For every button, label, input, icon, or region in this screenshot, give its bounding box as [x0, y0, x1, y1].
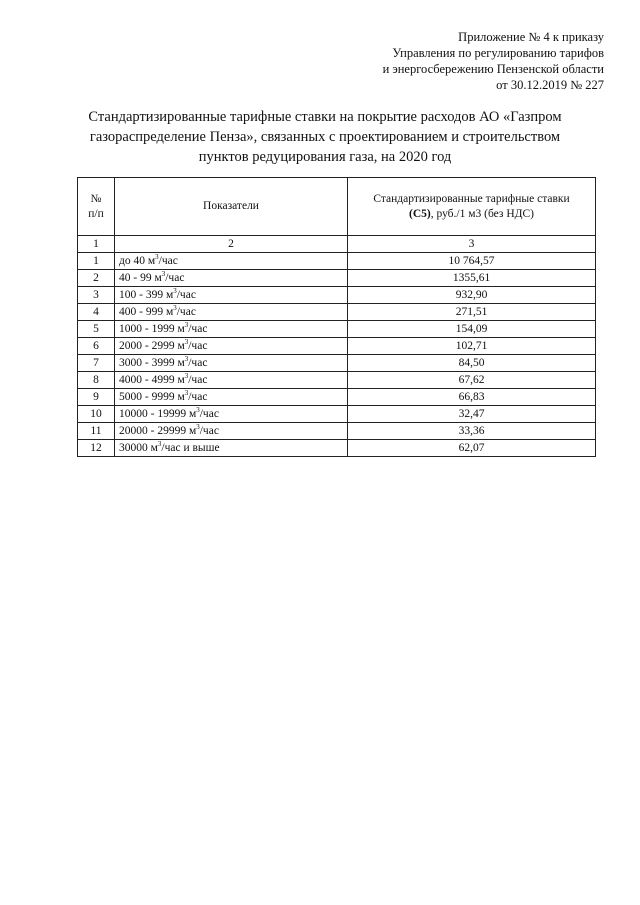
table-row: [78, 338, 596, 355]
indicator-unit: /час: [158, 254, 178, 267]
row-rate-value: 10 764,57: [348, 253, 596, 270]
unit-superscript: 3: [184, 371, 189, 380]
row-rate-value: 271,51: [348, 304, 596, 321]
table-row: [78, 440, 596, 457]
indicator-unit: /час: [188, 322, 208, 335]
document-title: [60, 107, 590, 167]
indicator-range: 40 - 99 м: [119, 271, 162, 284]
header-rate-unit-text: , руб./1 м3 (без НДС): [430, 207, 534, 220]
unit-superscript: 3: [184, 320, 189, 329]
indicator-range: 400 - 999 м: [119, 305, 174, 318]
appendix-line: Управления по регулированию тарифов: [392, 46, 604, 60]
row-rate-value: 62,07: [348, 440, 596, 457]
header-number-abbr: п/п: [88, 207, 104, 220]
row-indicator: [115, 270, 348, 287]
row-number: 1: [78, 253, 115, 270]
unit-superscript: 3: [173, 286, 177, 295]
indicator-unit: /час: [188, 339, 208, 352]
header-indicators-label: Показатели: [203, 200, 259, 212]
table-row: [78, 287, 596, 304]
row-number: 2: [78, 270, 115, 287]
row-rate-value: 66,83: [348, 389, 596, 406]
indicator-unit: /час: [176, 288, 196, 301]
indicator-unit: /час: [165, 271, 185, 284]
unit-superscript: 3: [196, 405, 200, 414]
row-number: 9: [78, 389, 115, 406]
table-row: [78, 270, 596, 287]
indicator-unit: /час: [188, 390, 208, 403]
header-number: [78, 178, 115, 236]
row-number: 12: [78, 440, 115, 457]
header-rate: [348, 178, 596, 236]
column-number-row: [78, 236, 596, 253]
unit-superscript: 3: [157, 439, 162, 448]
title-line: газораспределение Пенза», связанных с проектированием и строительством: [89, 129, 561, 145]
header-rate-title: Стандартизированные тарифные ставки: [373, 192, 570, 205]
indicator-range: 5000 - 9999 м: [119, 390, 185, 403]
row-number: 5: [78, 321, 115, 338]
unit-superscript: 3: [184, 337, 189, 346]
column-number: 1: [78, 236, 115, 253]
row-number: 8: [78, 372, 115, 389]
row-indicator: [115, 389, 348, 406]
appendix-line: и энергосбережению Пензенской области: [382, 62, 604, 76]
indicator-range: до 40 м: [119, 254, 156, 267]
row-indicator: [115, 406, 348, 423]
unit-superscript: 3: [161, 269, 166, 278]
appendix-reference: [284, 29, 604, 93]
row-rate-value: 67,62: [348, 372, 596, 389]
indicator-range: 4000 - 4999 м: [119, 373, 185, 386]
row-indicator: [115, 423, 348, 440]
indicator-unit: /час: [188, 356, 208, 369]
title-line: Стандартизированные тарифные ставки на покрытие расходов АО «Газпром: [88, 109, 562, 125]
header-number-symbol: №: [90, 192, 102, 205]
title-line: пунктов редуцирования газа, на 2020 год: [198, 149, 452, 165]
row-rate-value: 102,71: [348, 338, 596, 355]
table-row: [78, 304, 596, 321]
indicator-unit: /час: [176, 305, 196, 318]
row-number: 11: [78, 423, 115, 440]
table-row: [78, 423, 596, 440]
unit-superscript: 3: [155, 252, 159, 261]
row-rate-value: 154,09: [348, 321, 596, 338]
unit-superscript: 3: [173, 303, 177, 312]
table-row: [78, 321, 596, 338]
indicator-range: 2000 - 2999 м: [119, 339, 185, 352]
header-rate-code: (С5): [409, 207, 431, 220]
unit-superscript: 3: [184, 354, 189, 363]
table-row: [78, 372, 596, 389]
row-indicator: [115, 253, 348, 270]
row-number: 10: [78, 406, 115, 423]
indicator-range: 100 - 399 м: [119, 288, 174, 301]
unit-superscript: 3: [184, 388, 189, 397]
unit-superscript: 3: [196, 422, 200, 431]
row-indicator: [115, 440, 348, 457]
tariff-rates-table: [77, 177, 596, 457]
row-rate-value: 1355,61: [348, 270, 596, 287]
row-indicator: [115, 338, 348, 355]
column-number: 2: [115, 236, 348, 253]
table-row: [78, 355, 596, 372]
row-indicator: [115, 372, 348, 389]
indicator-range: 1000 - 1999 м: [119, 322, 185, 335]
table-row: [78, 389, 596, 406]
indicator-unit: /час и выше: [161, 441, 220, 454]
column-number: 3: [348, 236, 596, 253]
row-number: 4: [78, 304, 115, 321]
table-row: [78, 406, 596, 423]
indicator-unit: /час: [199, 407, 219, 420]
indicator-range: 20000 - 29999 м: [119, 424, 197, 437]
row-indicator: [115, 355, 348, 372]
header-indicators: [115, 178, 348, 236]
indicator-unit: /час: [188, 373, 208, 386]
indicator-range: 3000 - 3999 м: [119, 356, 185, 369]
table-header-row: [78, 178, 596, 236]
row-indicator: [115, 321, 348, 338]
row-rate-value: 932,90: [348, 287, 596, 304]
row-number: 3: [78, 287, 115, 304]
appendix-line: от 30.12.2019 № 227: [496, 78, 604, 92]
indicator-unit: /час: [199, 424, 219, 437]
indicator-range: 30000 м: [119, 441, 158, 454]
row-indicator: [115, 304, 348, 321]
row-indicator: [115, 287, 348, 304]
row-rate-value: 32,47: [348, 406, 596, 423]
row-number: 7: [78, 355, 115, 372]
appendix-line: Приложение № 4 к приказу: [458, 30, 604, 44]
header-rate-unit: [352, 207, 591, 222]
row-number: 6: [78, 338, 115, 355]
row-rate-value: 33,36: [348, 423, 596, 440]
table-row: [78, 253, 596, 270]
indicator-range: 10000 - 19999 м: [119, 407, 197, 420]
row-rate-value: 84,50: [348, 355, 596, 372]
